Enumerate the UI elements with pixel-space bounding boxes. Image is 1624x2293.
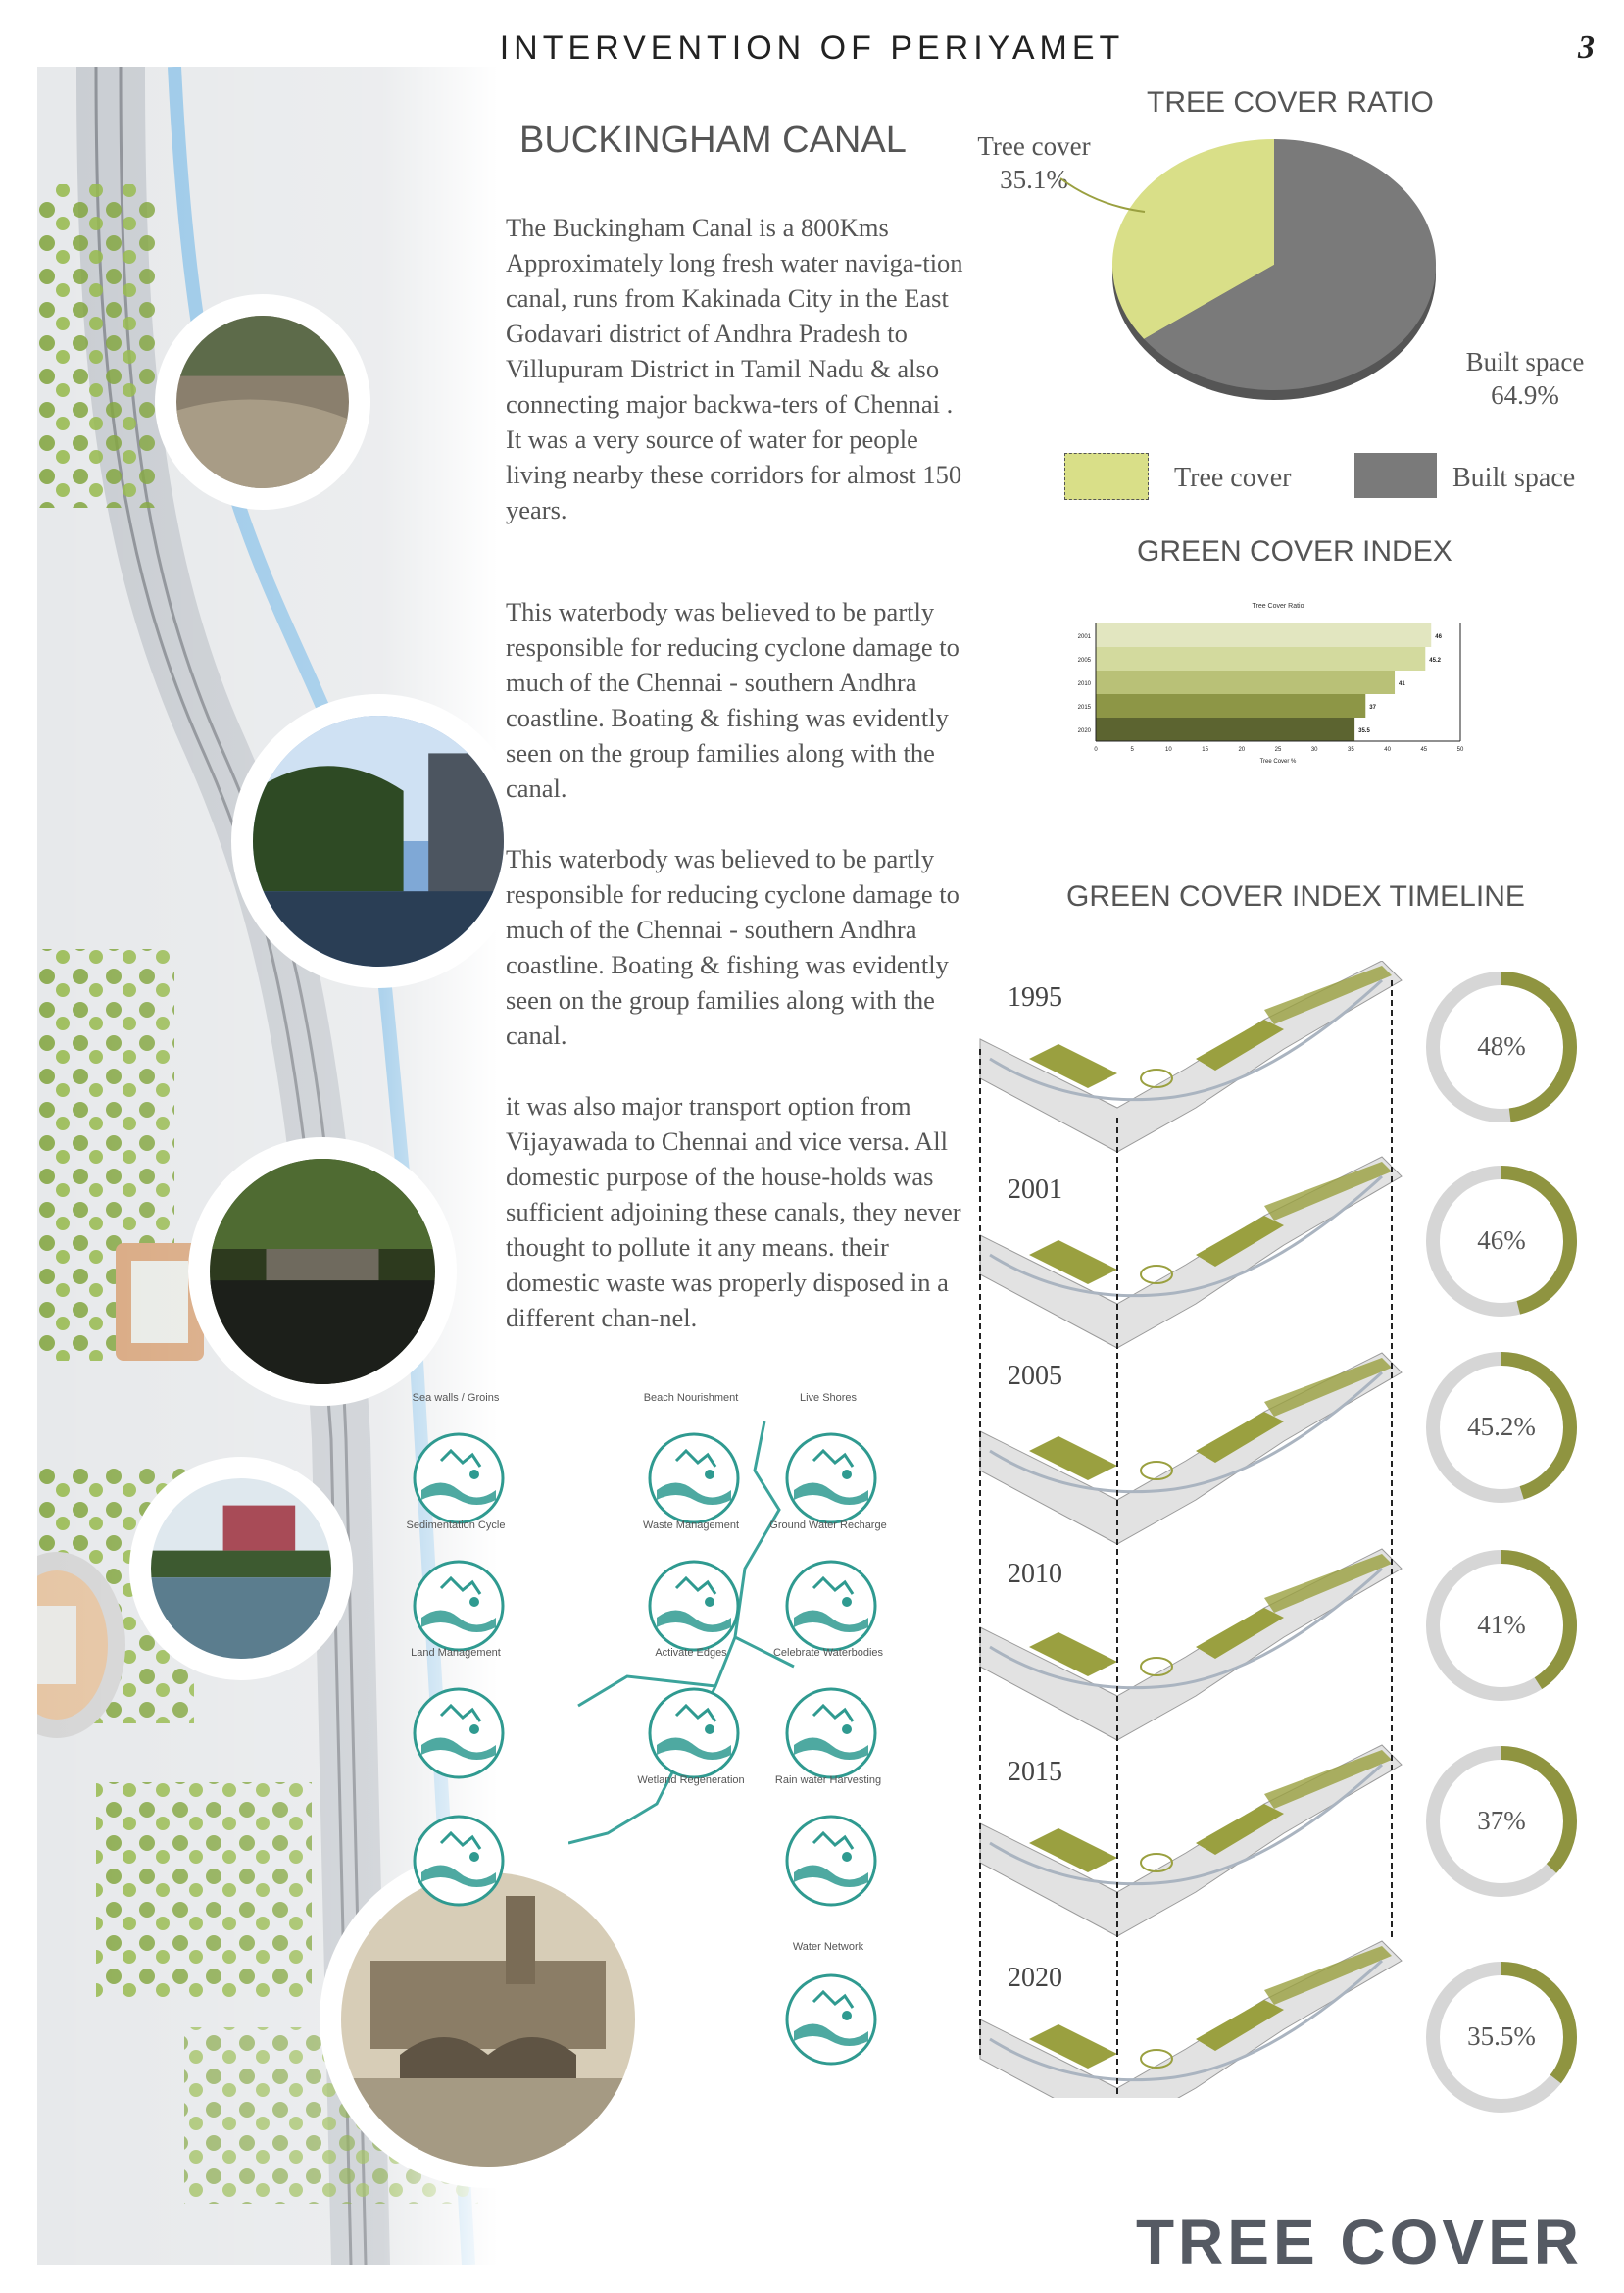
sedimentation-icon	[412, 1559, 506, 1653]
strategy-label: Live Shores	[799, 1392, 858, 1404]
green-cover-bar-chart	[1058, 594, 1470, 833]
strategy-label: Activate Edges	[655, 1647, 727, 1659]
bar-x-tick: 50	[1456, 747, 1464, 753]
page-title: INTERVENTION OF PERIYAMET	[499, 29, 1125, 67]
bar-category-label: 2001	[1077, 634, 1091, 640]
bar-x-tick: 10	[1165, 747, 1172, 753]
bar-x-tick: 45	[1420, 747, 1428, 753]
green-cover-ring-label: 41%	[1477, 1610, 1526, 1639]
bar-x-tick: 40	[1384, 747, 1391, 753]
beach-nourishment-icon	[647, 1431, 741, 1525]
canal-photo-3	[188, 1137, 457, 1406]
strategy-label: Ground Water Recharge	[769, 1520, 887, 1531]
canal-paragraph-4: it was also major transport option from Vijayawada to Chennai and vice versa. All domestic purpose of the house-holds was sufficient adjoining these canals, they never thought to pollute it any means. their domestic waste was properly disposed in a different chan-nel.	[506, 1091, 961, 1332]
legend-swatch-tree	[1064, 453, 1149, 500]
bar-value-label: 41	[1399, 681, 1405, 687]
live-shores-icon	[784, 1431, 878, 1525]
green-cover-ring-label: 37%	[1477, 1806, 1526, 1835]
bar-x-tick: 15	[1202, 747, 1208, 753]
bar-2001	[1096, 623, 1431, 647]
timeline-title: GREEN COVER INDEX TIMELINE	[1066, 880, 1525, 913]
bar-x-tick: 5	[1130, 747, 1134, 753]
bar-x-tick: 0	[1094, 747, 1098, 753]
groundwater-recharge-icon	[784, 1559, 878, 1653]
green-cover-index-title: GREEN COVER INDEX	[1137, 535, 1452, 568]
strategy-label: Wetland Regeneration	[637, 1774, 745, 1786]
strategy-label: Beach Nourishment	[643, 1392, 739, 1404]
pie-label-tree-value: 35.1%	[1000, 165, 1068, 194]
bar-category-label: 2020	[1077, 728, 1091, 734]
canal-paragraph-3: This waterbody was believed to be partly responsible for reducing cyclone damage to much of the Chennai - southern Andhra coastline. Boating & fishing was evidently seen on the group families along with the canal.	[506, 844, 960, 1050]
bar-value-label: 37	[1369, 705, 1376, 711]
tree-cover-pie-chart	[1078, 127, 1470, 422]
bar-2005	[1096, 647, 1425, 671]
rainwater-harvesting-icon	[784, 1814, 878, 1908]
strategy-label: Rain water Harvesting	[774, 1774, 882, 1786]
wetland-regeneration-icon	[412, 1814, 506, 1908]
timeline-year: 2010	[1008, 1559, 1062, 1589]
strategy-label: Sea walls / Groins	[412, 1392, 500, 1404]
canal-photo-1	[155, 294, 370, 510]
pie-leader-line	[1058, 176, 1147, 216]
green-cover-ring-label: 35.5%	[1467, 2021, 1536, 2051]
canal-photo-2	[231, 694, 525, 988]
timeline-year: 1995	[1008, 982, 1062, 1013]
canal-paragraph-2: This waterbody was believed to be partly responsible for reducing cyclone damage to much of the Chennai - southern Andhra coastline. Boating & fishing was evidently seen on the group families along with the canal.	[506, 597, 960, 803]
strategy-label: Water Network	[792, 1941, 864, 1953]
bar-x-tick: 30	[1310, 747, 1318, 753]
activate-edges-icon	[647, 1686, 741, 1780]
waste-management-icon	[647, 1559, 741, 1653]
canal-paragraph-1: The Buckingham Canal is a 800Kms Approximately long fresh water naviga-tion canal, runs from Kakinada City in the East Godavari district of Andhra Pradesh to Villupuram District in Tamil Nadu & also connecting major backwa-ters of Chennai . It was a very source of water for people living nearby these corridors for almost 150 years.	[506, 213, 963, 524]
pie-label-built-value: 64.9%	[1491, 380, 1559, 410]
timeline-axonometric-drawing	[970, 961, 1411, 2098]
bar-2010	[1096, 671, 1395, 694]
strategy-label: Land Management	[411, 1647, 501, 1659]
strategy-label: Celebrate Waterbodies	[772, 1647, 884, 1659]
strategy-label: Waste Management	[642, 1520, 740, 1531]
canal-photo-2-image	[253, 716, 504, 967]
canal-photo-3-image	[210, 1159, 435, 1384]
bar-2020	[1096, 718, 1354, 741]
bar-value-label: 45.2	[1429, 658, 1441, 664]
celebrate-waterbodies-icon	[784, 1686, 878, 1780]
bar-chart-title: Tree Cover Ratio	[1252, 603, 1304, 610]
bar-x-axis-label: Tree Cover %	[1259, 759, 1297, 765]
strategy-diagram	[406, 1392, 960, 2078]
timeline-year: 2005	[1008, 1361, 1062, 1391]
bar-category-label: 2015	[1077, 705, 1091, 711]
pie-label-built-name: Built space	[1465, 347, 1585, 376]
bar-category-label: 2010	[1077, 681, 1091, 687]
canal-photo-1-image	[176, 316, 349, 488]
page-number: 3	[1578, 29, 1595, 66]
tree-cover-heading: TREE COVER	[1135, 2207, 1583, 2277]
canal-title: BUCKINGHAM CANAL	[519, 120, 907, 161]
tree-cover-ratio-title: TREE COVER RATIO	[1147, 86, 1434, 119]
green-cover-ring-label: 46%	[1477, 1225, 1526, 1255]
legend-label-built: Built space	[1452, 463, 1576, 493]
canal-photo-4-image	[151, 1478, 331, 1659]
bar-x-tick: 25	[1274, 747, 1282, 753]
canal-photo-4	[129, 1457, 353, 1680]
timeline-year: 2015	[1008, 1757, 1062, 1787]
bar-category-label: 2005	[1077, 658, 1091, 664]
pie-label-tree-name: Tree cover	[977, 131, 1091, 161]
green-cover-ring-label: 48%	[1477, 1031, 1526, 1061]
water-network-icon	[784, 1972, 878, 2067]
bar-value-label: 46	[1435, 634, 1442, 640]
land-management-icon	[412, 1686, 506, 1780]
pie-label-built	[1456, 345, 1594, 412]
legend-swatch-built	[1354, 453, 1437, 498]
timeline-year: 2001	[1008, 1174, 1062, 1205]
bar-value-label: 35.5	[1358, 728, 1370, 734]
sea-wall-icon	[412, 1431, 506, 1525]
timeline-year: 2020	[1008, 1963, 1062, 1993]
bar-2015	[1096, 694, 1365, 718]
legend-label-tree: Tree cover	[1174, 463, 1292, 493]
bar-x-tick: 35	[1348, 747, 1354, 753]
strategy-label: Sedimentation Cycle	[406, 1520, 506, 1531]
bar-x-tick: 20	[1238, 747, 1246, 753]
green-cover-ring-label: 45.2%	[1467, 1412, 1536, 1441]
